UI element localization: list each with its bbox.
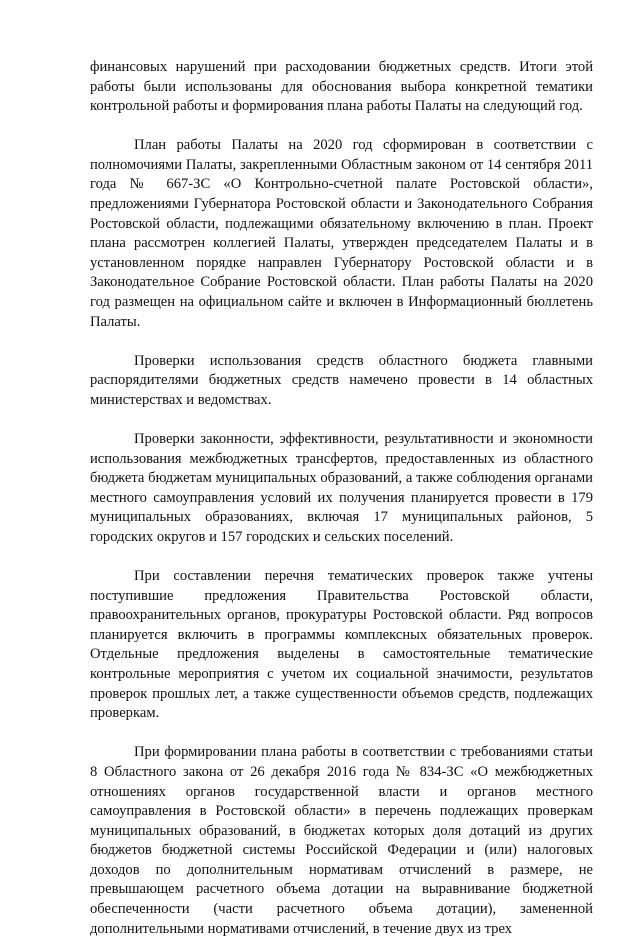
paragraph-plan-formation: План работы Палаты на 2020 год сформирован в соответствии с полномочиями Палаты, закрепленными Областным законом от 14 сентября 2011 года № 667-ЗС «О Контрольно-счетной палате Ростовской области», предложениями Губернатора Ростовской области и Законодательного Собрания Ростовской области, подлежащими обязательному включению в план. Проект плана рассмотрен коллегией Палаты, утвержден председателем Палаты и в установленном порядке направлен Губернатору Ростовской области и в Законодательное Собрание Ростовской области. План работы Палаты на 2020 год размещен на официальном сайте и включен в Информационный бюллетень Палаты. bbox=[90, 137, 593, 330]
document-page bbox=[90, 58, 593, 939]
paragraph-continuation: финансовых нарушений при расходовании бюджетных средств. Итоги этой работы были использованы для обоснования выбора конкретной тематики контрольной работы и формирования плана работы Палаты на следующий год. bbox=[90, 59, 593, 115]
paragraph-thematic-checks: При составлении перечня тематических проверок также учтены поступившие предложения Правительства Ростовской области, правоохранительных органов, прокуратуры Ростовской области. Ряд вопросов планируется включить в программы комплексных обязательных проверок. Отдельные предложения выделены в самостоятельные тематические контрольные мероприятия с учетом их социальной значимости, результатов проверок прошлых лет, а также существенности объемов средств, подлежащих проверкам. bbox=[90, 568, 593, 722]
paragraph-budget-checks: Проверки использования средств областного бюджета главными распорядителями бюджетных средств намечено провести в 14 областных министерствах и ведомствах. bbox=[90, 352, 593, 408]
paragraph-municipal-requirements: При формировании плана работы в соответствии с требованиями статьи 8 Областного закона от 26 декабря 2016 года № 834-ЗС «О межбюджетных отношениях органов государственной власти и органов местного самоуправления в Ростовской области» в перечень подлежащих проверкам муниципальных образований, в бюджетах которых доля дотаций из других бюджетов бюджетной системы Российской Федерации и (или) налоговых доходов по дополнительным нормативам отчислений в размере, не превышающем расчетного объема дотации на выравнивание бюджетной обеспеченности (части расчетного объема дотации), замененной дополнительными нормативами отчислений, в течение двух из трех bbox=[90, 744, 593, 937]
paragraph-transfer-checks: Проверки законности, эффективности, результативности и экономности использования межбюджетных трансфертов, предоставленных из областного бюджета бюджетам муниципальных образований, а также соблюдения органами местного самоуправления условий их получения планируется провести в 179 муниципальных образованиях, включая 17 муниципальных районов, 5 городских округов и 157 городских и сельских поселений. bbox=[90, 431, 593, 545]
